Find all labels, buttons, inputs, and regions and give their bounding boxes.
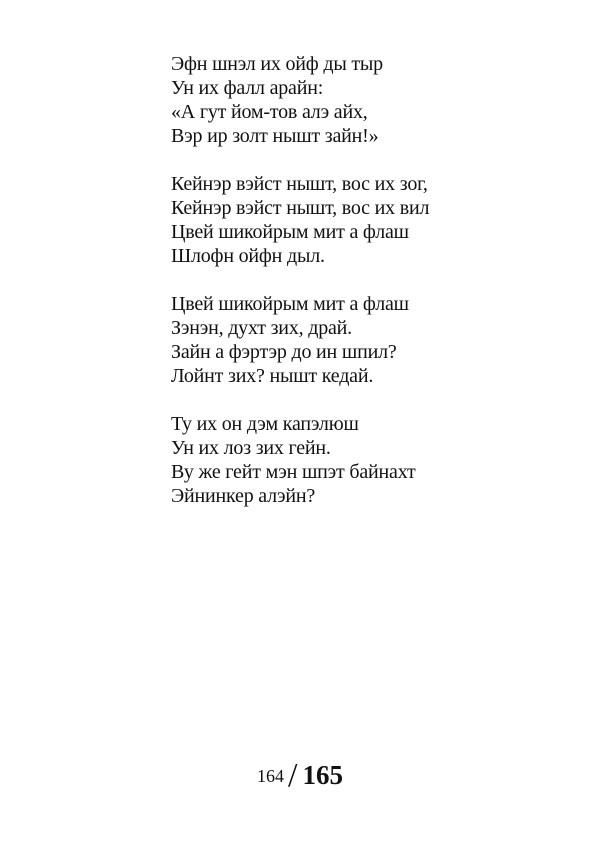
poem-line: Кейнэр вэйст нышт, вос их вил [171, 197, 430, 219]
total-pages-number: 165 [302, 760, 343, 790]
page-separator: / [288, 757, 298, 794]
poem-text [171, 52, 551, 532]
stanza [171, 52, 551, 148]
stanza [171, 292, 551, 388]
poem-line: Ву же гейт мэн шпэт байнахт [171, 461, 416, 483]
poem-line: Цвей шикойрым мит а флаш [171, 293, 409, 315]
poem-line: Лойнт зих? нышт кедай. [171, 365, 374, 387]
poem-line: «А гут йом-тов алэ айх, [171, 101, 368, 123]
poem-line: Вэр ир золт нышт зайн!» [171, 125, 379, 147]
poem-line: Цвей шикойрым мит а флаш [171, 221, 409, 243]
page-number [0, 757, 600, 795]
poem-line: Ун их фалл арайн: [171, 77, 324, 99]
poem-line: Кейнэр вэйст нышт, вос их зог, [171, 173, 428, 195]
poem-line: Эйнинкер алэйн? [171, 485, 316, 507]
poem-line: Зайн а фэртэр до ин шпил? [171, 341, 397, 363]
current-page-number: 164 [257, 766, 285, 786]
poem-line: Ун их лоз зих гейн. [171, 437, 331, 459]
poem-line: Эфн шнэл их ойф ды тыр [171, 53, 383, 75]
poem-line: Ту их он дэм капэлюш [171, 413, 359, 435]
stanza [171, 172, 551, 268]
stanza [171, 412, 551, 508]
poem-line: Шлофн ойфн дыл. [171, 245, 325, 267]
poem-line: Зэнэн, духт зих, драй. [171, 317, 352, 339]
